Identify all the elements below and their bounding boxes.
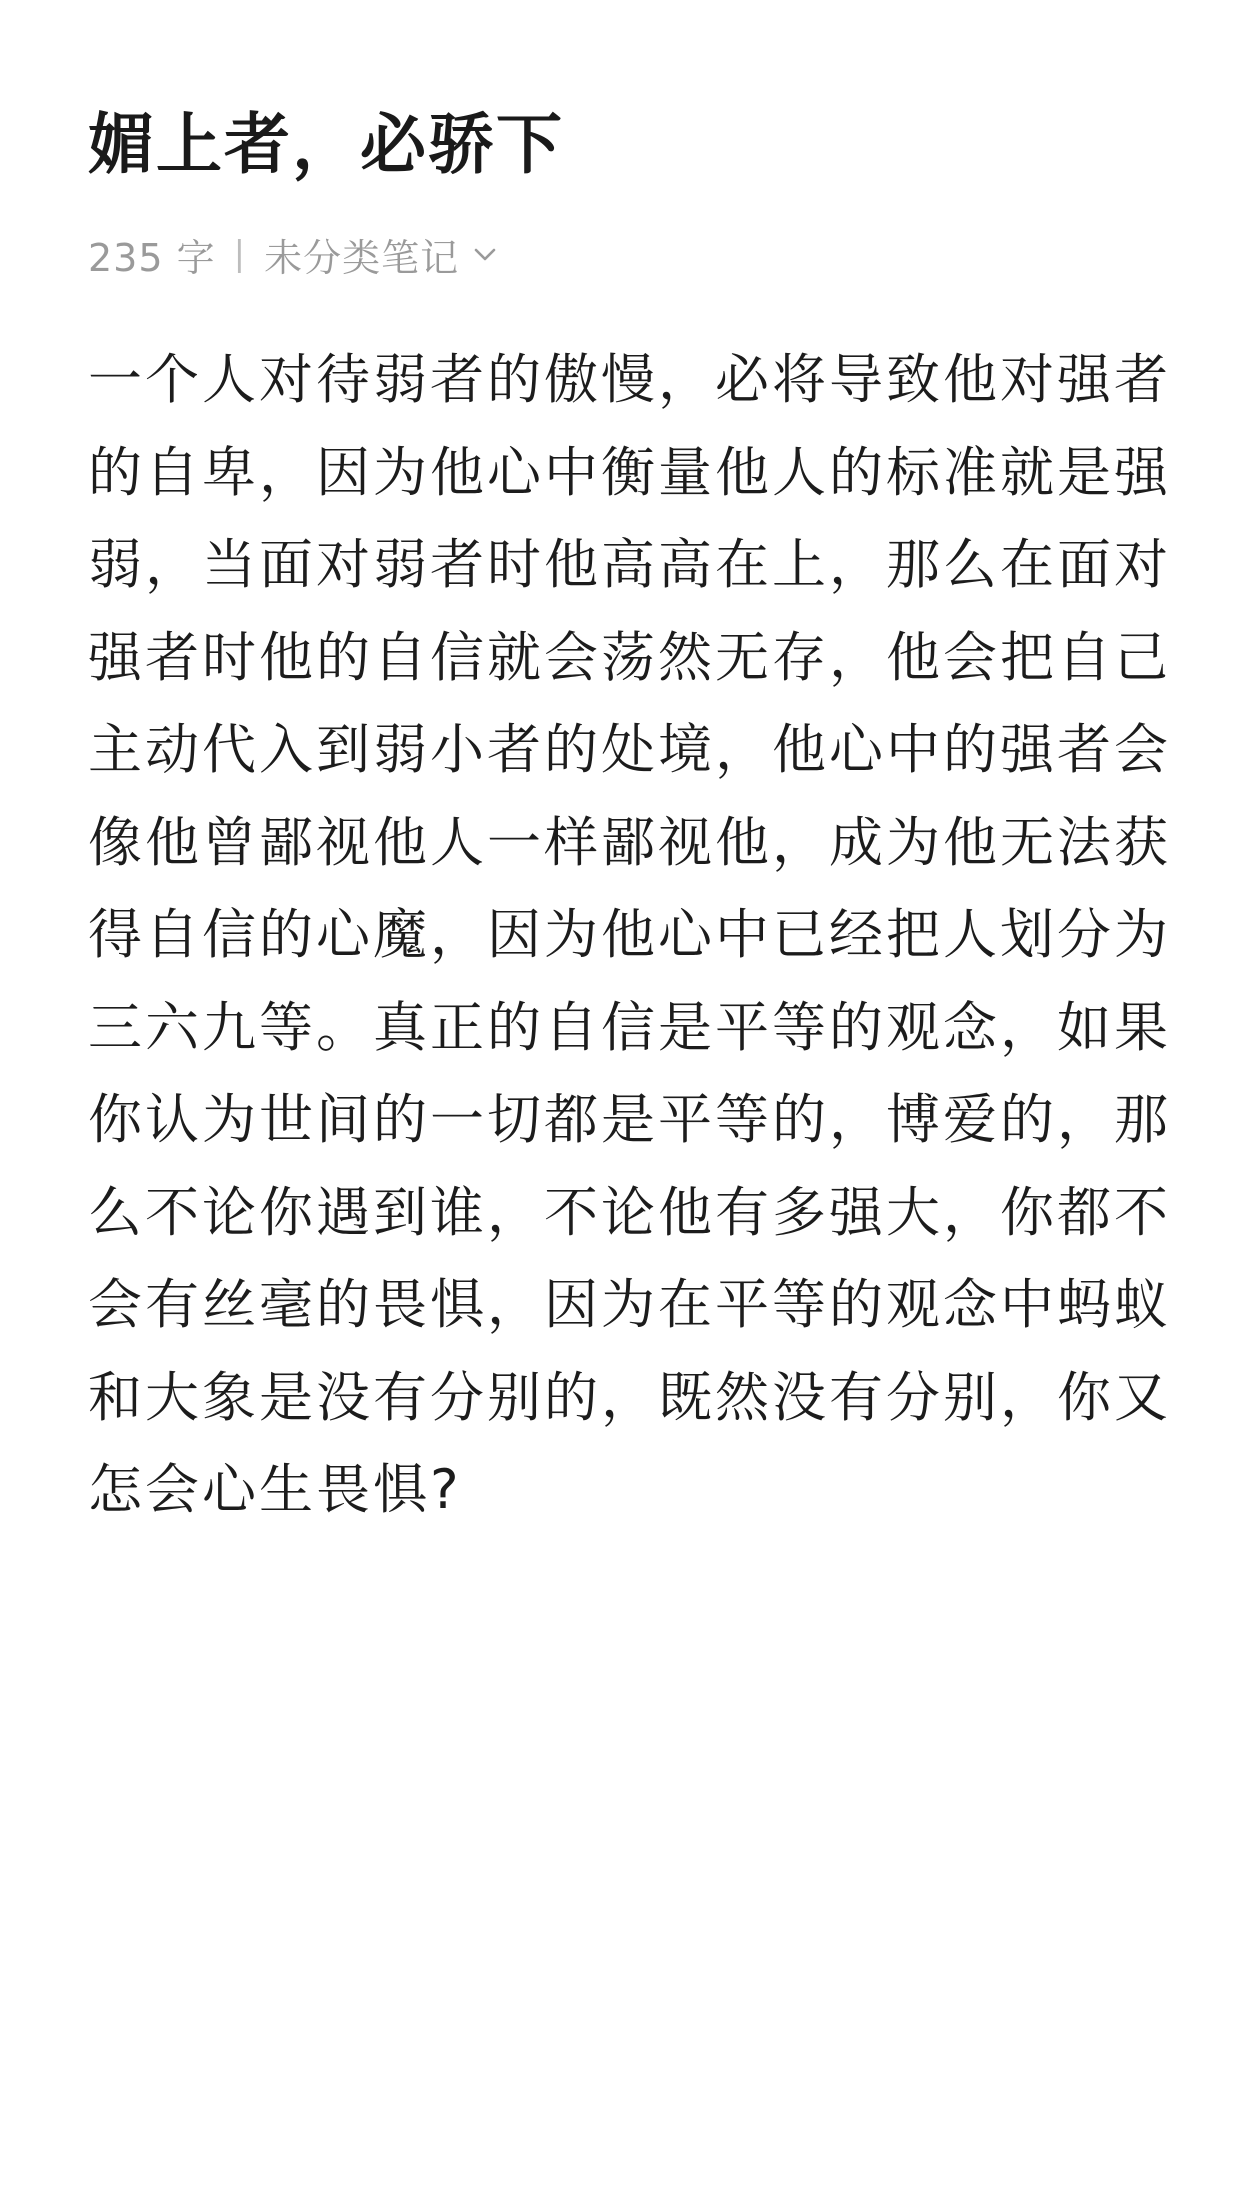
note-body[interactable]: 一个人对待弱者的傲慢，必将导致他对强者的自卑，因为他心中衡量他人的标准就是强弱，当面对弱者时他高高在上，那么在面对强者时他的自信就会荡然无存，他会把自己主动代入到弱小者的处境，他心中的强者会像他曾鄙视他人一样鄙视他，成为他无法获得自信的心魔，因为他心中已经把人划分为三六九等。真正的自信是平等的观念，如果你认为世间的一切都是平等的，博爱的，那么不论你遇到谁，不论他有多强大，你都不会有丝毫的畏惧，因为在平等的观念中蚂蚁和大象是没有分别的，既然没有分别，你又怎会心生畏惧? bbox=[88, 348, 1171, 1521]
note-title: 媚上者，必骄下 bbox=[88, 106, 564, 183]
word-count: 235 字 bbox=[88, 235, 216, 280]
chevron-down-icon bbox=[473, 242, 497, 266]
category-label: 未分类笔记 bbox=[264, 235, 460, 280]
note-meta bbox=[88, 226, 497, 282]
meta-separator: | bbox=[233, 234, 247, 274]
category-selector[interactable] bbox=[264, 227, 497, 282]
